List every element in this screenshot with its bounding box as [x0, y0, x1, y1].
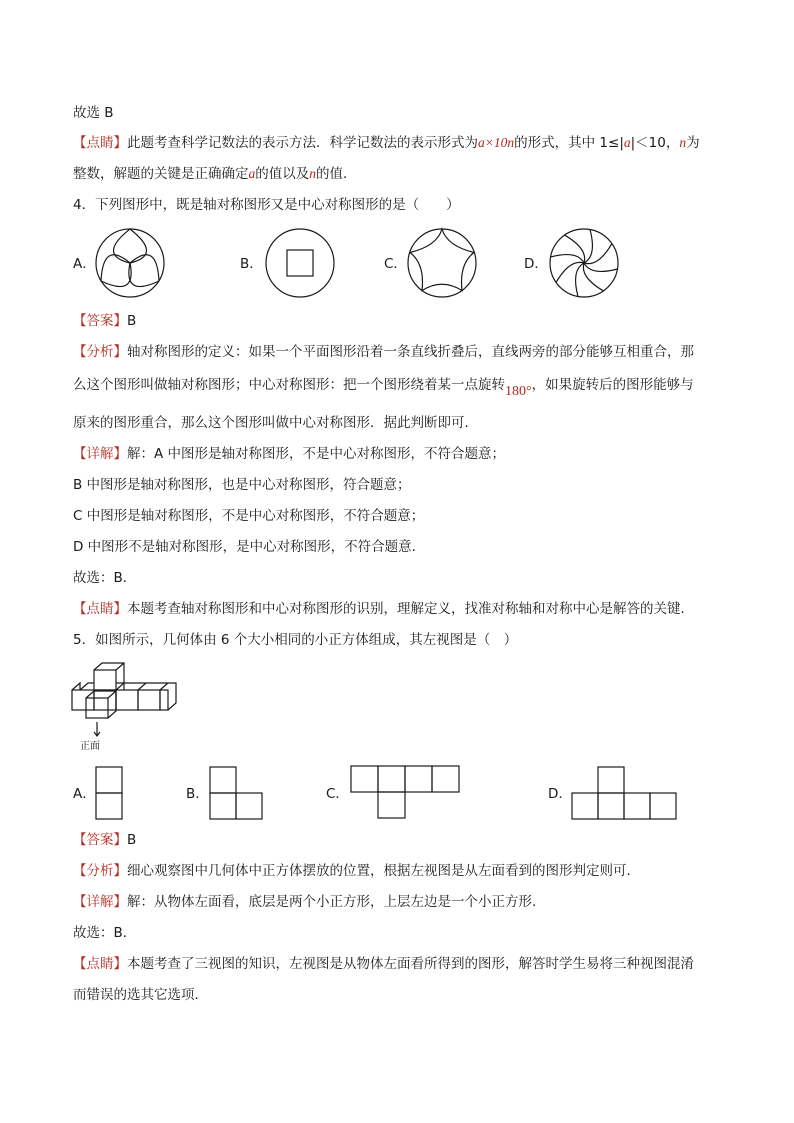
q4-analysis-line2: [73, 375, 694, 399]
detail-text: 解：A 中图形是轴对称图形，不是中心对称图形，不符合题意；: [127, 446, 506, 462]
var-n: n: [309, 166, 316, 181]
answer-tag: 【答案】: [73, 313, 127, 329]
answer-value: B: [127, 832, 137, 848]
q5-choice: 故选：B．: [73, 925, 137, 941]
comment-tag: 【点睛】: [73, 135, 127, 151]
q5-cube-solid: [70, 662, 180, 724]
analysis-text: 么这个图形叫做轴对称图形；中心对称图形：把一个图形绕着某一点旋转: [73, 377, 505, 393]
q4-option-a-label: A．: [73, 256, 96, 272]
q5-option-a-label: A．: [73, 786, 96, 802]
q5-stem: 5．如图所示，几何体由 6 个大小相同的小正方体组成，其左视图是（ ）: [73, 632, 518, 648]
q4-option-b-label: B．: [240, 256, 263, 272]
var-n: n: [679, 135, 687, 150]
formula: a×10n: [478, 135, 515, 150]
q4-detail-line1: [73, 444, 505, 464]
q5-answer: [73, 830, 136, 850]
q3-comment-line2: [73, 164, 357, 184]
answer-value: B: [127, 313, 137, 329]
comment-text: 整数，解题的关键是正确确定: [73, 166, 249, 182]
var-a: a: [248, 166, 256, 181]
q3-choice: 故选 B: [73, 105, 114, 121]
q4-figure-d: [549, 228, 619, 298]
analysis-tag: 【分析】: [73, 863, 127, 879]
front-label: 正面: [80, 741, 100, 752]
q4-answer: [73, 311, 136, 331]
comment-tag: 【点睛】: [73, 956, 127, 972]
q4-analysis-line1: [73, 342, 694, 362]
comment-text: 的值以及: [255, 166, 310, 182]
q3-comment-line1: [73, 133, 700, 153]
angle-180: 180°: [505, 384, 532, 399]
comment-text: 的形式，其中 1≤|: [514, 135, 624, 151]
analysis-text: 细心观察图中几何体中正方体摆放的位置，根据左视图是从左面看到的图形判定则可．: [127, 863, 640, 879]
detail-tag: 【详解】: [73, 894, 127, 910]
detail-text: 解：从物体左面看，底层是两个小正方形，上层左边是一个小正方形．: [127, 894, 546, 910]
q5-figure-a: [95, 766, 125, 822]
q4-detail-line2: B 中图形是轴对称图形，也是中心对称图形，符合题意；: [73, 477, 411, 493]
q4-option-c-label: C．: [384, 256, 407, 272]
analysis-text: ，如果旋转后的图形能够与: [531, 377, 694, 393]
q4-option-d-label: D．: [524, 256, 548, 272]
q5-detail: [73, 892, 546, 912]
analysis-text: 轴对称图形的定义：如果一个平面图形沿着一条直线折叠后，直线两旁的部分能够互相重合，那: [127, 344, 694, 360]
q4-choice: 故选：B．: [73, 570, 137, 586]
q5-analysis: [73, 861, 640, 881]
answer-tag: 【答案】: [73, 832, 127, 848]
analysis-tag: 【分析】: [73, 344, 127, 360]
q4-detail-line3: C 中图形是轴对称图形，不是中心对称图形，不符合题意；: [73, 508, 425, 524]
q5-comment-line1: [73, 954, 694, 974]
q5-comment-line2: 而错误的选其它选项．: [73, 987, 208, 1003]
q4-stem: 4．下列图形中，既是轴对称图形又是中心对称图形的是（ ）: [73, 197, 460, 213]
q4-figure-c: [407, 228, 477, 298]
q5-option-c-label: C．: [326, 786, 349, 802]
var-a: a: [623, 135, 631, 150]
comment-tag: 【点睛】: [73, 601, 127, 617]
comment-text: 本题考查了三视图的知识，左视图是从物体左面看所得到的图形，解答时学生易将三种视图混淆: [127, 956, 694, 972]
q4-comment: [73, 599, 694, 619]
q5-figure-c: [350, 765, 462, 821]
q5-option-b-label: B．: [186, 786, 209, 802]
comment-text: 为: [686, 135, 700, 151]
q5-figure-d: [571, 766, 681, 822]
q4-detail-line4: D 中图形不是轴对称图形，是中心对称图形，不符合题意．: [73, 539, 426, 555]
q4-figure-a: [95, 228, 165, 298]
comment-text: 的值．: [316, 166, 357, 182]
comment-text: 此题考查科学记数法的表示方法．科学记数法的表示形式为: [127, 135, 478, 151]
comment-text: 本题考查轴对称图形和中心对称图形的识别，理解定义，找准对称轴和对称中心是解答的关键．: [127, 601, 694, 617]
q5-option-d-label: D．: [548, 786, 572, 802]
q4-figure-b: [265, 228, 335, 298]
detail-tag: 【详解】: [73, 446, 127, 462]
comment-text: |＜10，: [630, 135, 680, 151]
q5-figure-b: [209, 766, 265, 822]
q4-analysis-line3: 原来的图形重合，那么这个图形叫做中心对称图形．据此判断即可．: [73, 415, 478, 431]
